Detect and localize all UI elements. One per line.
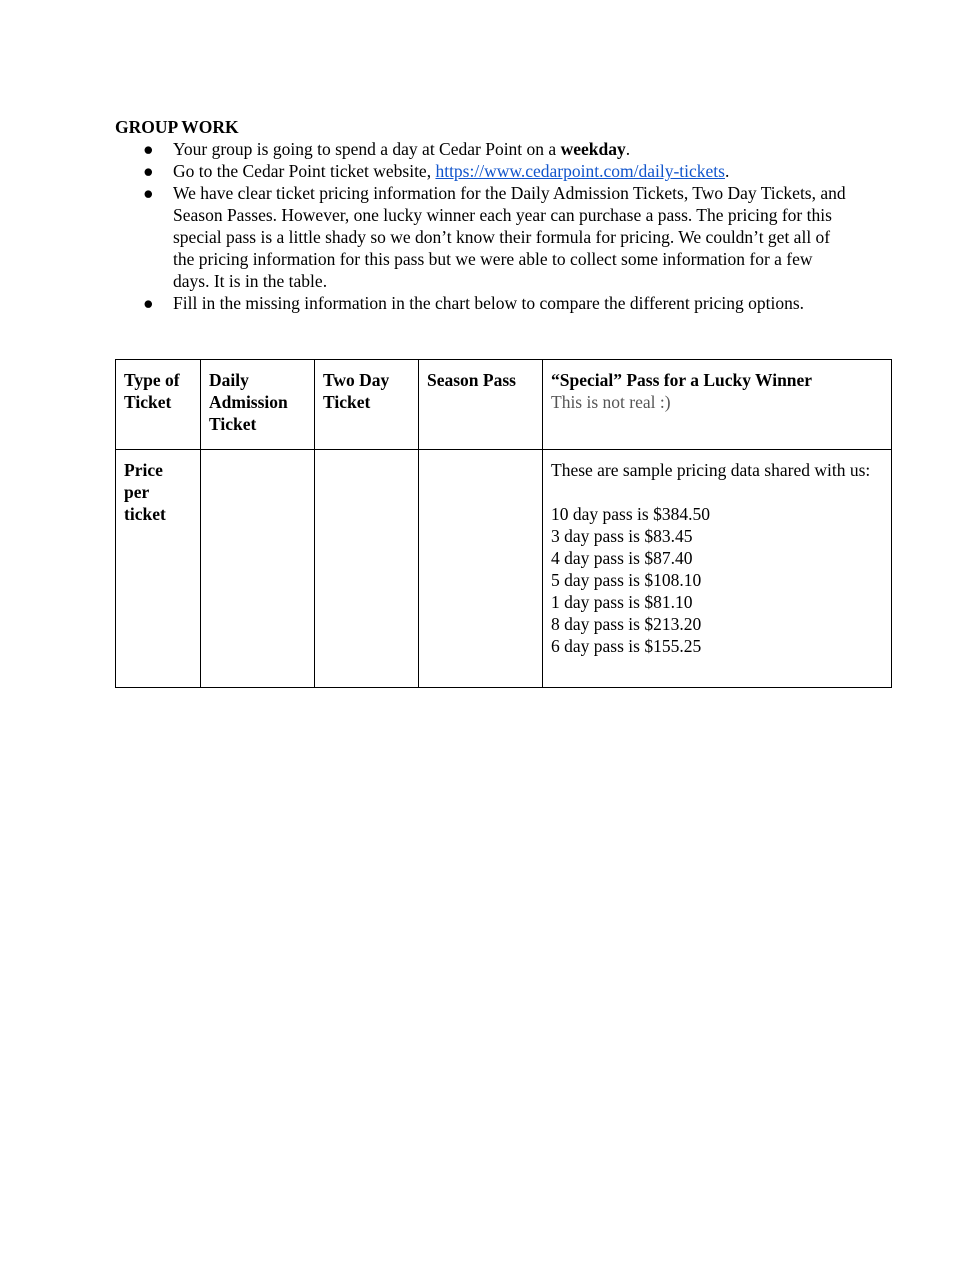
sample-price: 4 day pass is $87.40 (551, 548, 693, 568)
bullet-text: Go to the Cedar Point ticket website, (173, 161, 436, 181)
table-header-row (116, 360, 892, 450)
bullet-text: Your group is going to spend a day at Cedar Point on a (173, 139, 561, 159)
bullet-text: We have clear ticket pricing information for the Daily Admission Tickets, Two Day Tickets, and Season Passes. However, one lucky winner each year can purchase a pass. The pricing for this special pass is a little shady so we don’t know their formula for pricing. We couldn’t get all of the pricing information for this pass but we were able to collect some information for a few days. It is in the table. (173, 183, 846, 291)
heading: GROUP WORK (115, 117, 239, 137)
document-page (115, 116, 891, 656)
bullet-icon: ● (143, 139, 154, 159)
sample-price: 6 day pass is $155.25 (551, 636, 702, 656)
bullet-icon: ● (143, 293, 154, 313)
bullet-icon: ● (143, 183, 154, 203)
spacer (551, 481, 883, 503)
table-row (116, 450, 892, 688)
sample-price: 3 day pass is $83.45 (551, 526, 693, 546)
sample-price: 1 day pass is $81.10 (551, 592, 693, 612)
cell-season-price[interactable] (419, 450, 543, 688)
header-daily-admission: Daily Admission Ticket (201, 360, 315, 450)
header-season-pass: Season Pass (419, 360, 543, 450)
special-intro: These are sample pricing data shared with us: (551, 460, 871, 480)
special-pass-title: “Special” Pass for a Lucky Winner (551, 370, 813, 390)
special-pass-note: This is not real :) (551, 392, 671, 412)
bullet-punct: . (625, 139, 631, 159)
row-label-price: Price per ticket (116, 450, 201, 688)
bullet-punct: . (724, 161, 730, 181)
list-item (115, 182, 853, 292)
list-item (115, 138, 853, 160)
instructions-list (115, 138, 891, 314)
list-item (115, 160, 853, 182)
cell-two-day-price[interactable] (315, 450, 419, 688)
header-two-day: Two Day Ticket (315, 360, 419, 450)
header-type-of-ticket: Type of Ticket (116, 360, 201, 450)
bullet-text: Fill in the missing information in the chart below to compare the different pricing options. (173, 293, 805, 313)
ticket-website-link[interactable]: https://www.cedarpoint.com/daily-tickets (435, 161, 725, 181)
bullet-icon: ● (143, 161, 154, 181)
list-item (115, 292, 853, 314)
bold-word: weekday (560, 139, 626, 159)
cell-daily-price[interactable] (201, 450, 315, 688)
sample-price: 5 day pass is $108.10 (551, 570, 702, 590)
sample-price: 10 day pass is $384.50 (551, 504, 710, 524)
cell-special-pricing (543, 450, 892, 688)
header-special-pass (543, 360, 892, 450)
sample-price: 8 day pass is $213.20 (551, 614, 702, 634)
pricing-table (115, 359, 892, 688)
